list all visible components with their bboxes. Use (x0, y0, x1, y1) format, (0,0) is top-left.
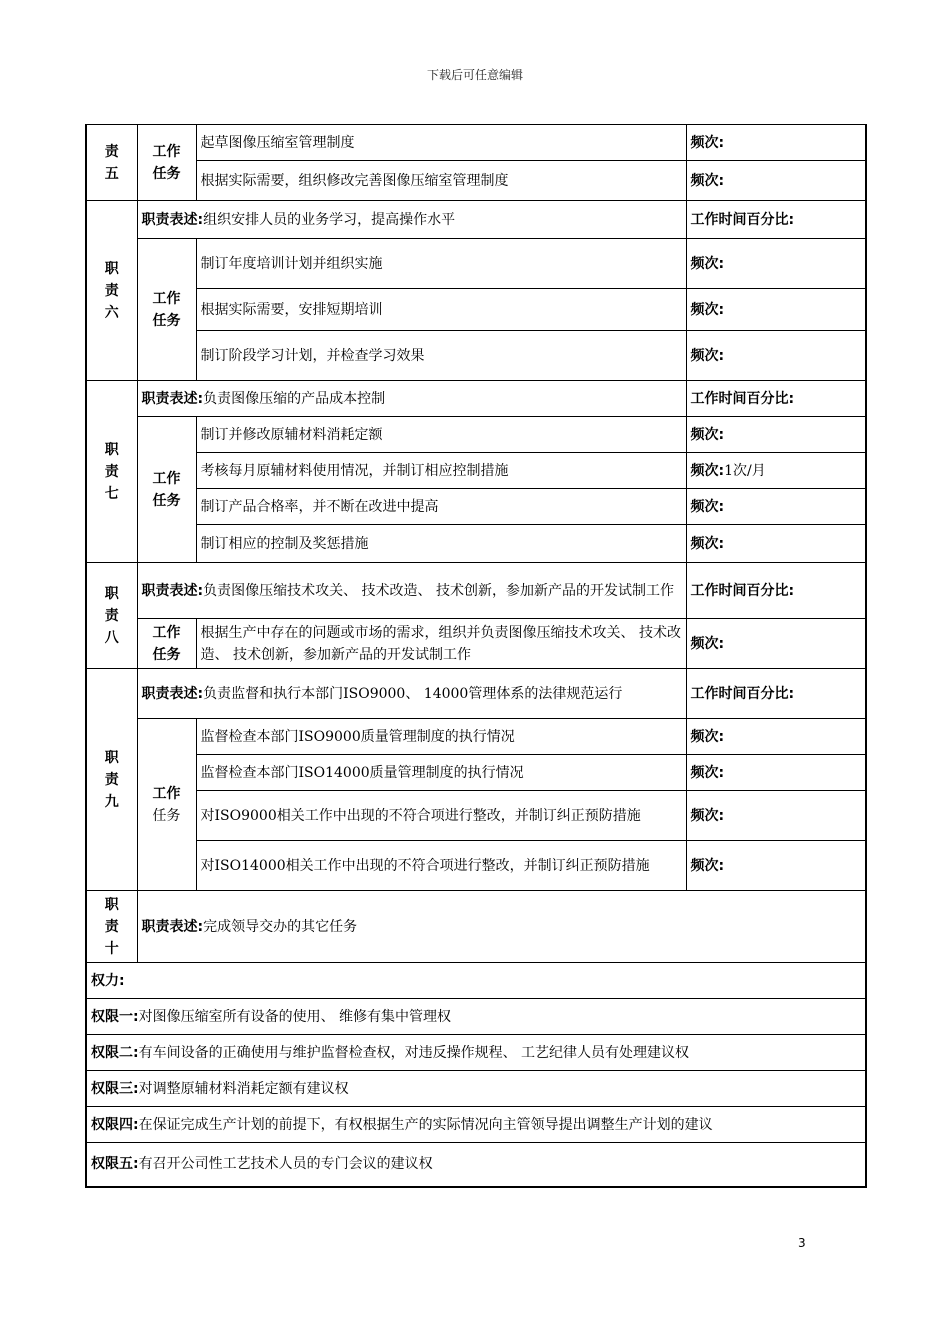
duty7-description: 职责表述:负责图像压缩的产品成本控制 (137, 381, 686, 417)
duty9-work-task-label: 工作 任务 (137, 719, 196, 891)
page-number: 3 (798, 1236, 806, 1250)
duty6-description: 职责表述:组织安排人员的业务学习，提高操作水平 (137, 201, 686, 239)
duty5-task-2: 根据实际需要，组织修改完善图像压缩室管理制度 (196, 161, 686, 201)
duty7-work-task-label: 工作 任务 (137, 417, 196, 563)
duty9-task-1: 监督检查本部门ISO9000质量管理制度的执行情况 (196, 719, 686, 755)
duty7-task-1: 制订并修改原辅材料消耗定额 (196, 417, 686, 453)
duty7-task-4-freq: 频次: (686, 525, 866, 563)
duty9-task-4-freq: 频次: (686, 841, 866, 891)
duty7-time-percent: 工作时间百分比: (686, 381, 866, 417)
job-duty-table (85, 124, 867, 1188)
duty8-task-1-freq: 频次: (686, 619, 866, 669)
duty6-task-2-freq: 频次: (686, 289, 866, 331)
duty7-task-3: 制订产品合格率，并不断在改进中提高 (196, 489, 686, 525)
duty9-task-2-freq: 频次: (686, 755, 866, 791)
duty9-time-percent: 工作时间百分比: (686, 669, 866, 719)
duty7-task-4: 制订相应的控制及奖惩措施 (196, 525, 686, 563)
duty5-task-1: 起草图像压缩室管理制度 (196, 125, 686, 161)
duty5-task-1-freq: 频次: (686, 125, 866, 161)
duty6-task-1-freq: 频次: (686, 239, 866, 289)
duty9-task-3: 对ISO9000相关工作中出现的不符合项进行整改，并制订纠正预防措施 (196, 791, 686, 841)
duty9-task-2: 监督检查本部门ISO14000质量管理制度的执行情况 (196, 755, 686, 791)
duty7-task-2: 考核每月原辅材料使用情况，并制订相应控制措施 (196, 453, 686, 489)
duty8-work-task-label: 工作 任务 (137, 619, 196, 669)
power-item-5: 权限五:有召开公司性工艺技术人员的专门会议的建议权 (86, 1143, 866, 1187)
duty9-task-3-freq: 频次: (686, 791, 866, 841)
duty6-task-3-freq: 频次: (686, 331, 866, 381)
duty7-task-3-freq: 频次: (686, 489, 866, 525)
duty9-task-1-freq: 频次: (686, 719, 866, 755)
power-item-1: 权限一:对图像压缩室所有设备的使用、 维修有集中管理权 (86, 999, 866, 1035)
duty10-description: 职责表述:完成领导交办的其它任务 (137, 891, 866, 963)
duty6-label: 职 责 六 (86, 201, 137, 381)
duty7-task-2-freq: 频次:1次/月 (686, 453, 866, 489)
duty9-task-4: 对ISO14000相关工作中出现的不符合项进行整改，并制订纠正预防措施 (196, 841, 686, 891)
power-item-3: 权限三:对调整原辅材料消耗定额有建议权 (86, 1071, 866, 1107)
duty8-description: 职责表述:负责图像压缩技术攻关、 技术改造、 技术创新，参加新产品的开发试制工作 (137, 563, 686, 619)
page-header: 下载后可任意编辑 (426, 68, 523, 82)
duty6-task-2: 根据实际需要，安排短期培训 (196, 289, 686, 331)
duty6-task-3: 制订阶段学习计划，并检查学习效果 (196, 331, 686, 381)
duty7-task-1-freq: 频次: (686, 417, 866, 453)
duty6-time-percent: 工作时间百分比: (686, 201, 866, 239)
duty7-label: 职 责 七 (86, 381, 137, 563)
duty6-work-task-label: 工作 任务 (137, 239, 196, 381)
power-item-4: 权限四:在保证完成生产计划的前提下，有权根据生产的实际情况向主管领导提出调整生产计划的建议 (86, 1107, 866, 1143)
duty9-description: 职责表述:负责监督和执行本部门ISO9000、 14000管理体系的法律规范运行 (137, 669, 686, 719)
duty6-task-1: 制订年度培训计划并组织实施 (196, 239, 686, 289)
duty9-label: 职 责 九 (86, 669, 137, 891)
duty8-label: 职 责 八 (86, 563, 137, 669)
duty5-task-2-freq: 频次: (686, 161, 866, 201)
duty8-time-percent: 工作时间百分比: (686, 563, 866, 619)
duty10-label: 职 责 十 (86, 891, 137, 963)
power-item-2: 权限二:有车间设备的正确使用与维护监督检查权，对违反操作规程、 工艺纪律人员有处理建议权 (86, 1035, 866, 1071)
duty8-task-1: 根据生产中存在的问题或市场的需求，组织并负责图像压缩技术攻关、 技术改造、 技术创新，参加新产品的开发试制工作 (196, 619, 686, 669)
duty5-label: 责 五 (86, 125, 137, 201)
duty5-work-task-label: 工作 任务 (137, 125, 196, 201)
powers-heading: 权力: (86, 963, 866, 999)
